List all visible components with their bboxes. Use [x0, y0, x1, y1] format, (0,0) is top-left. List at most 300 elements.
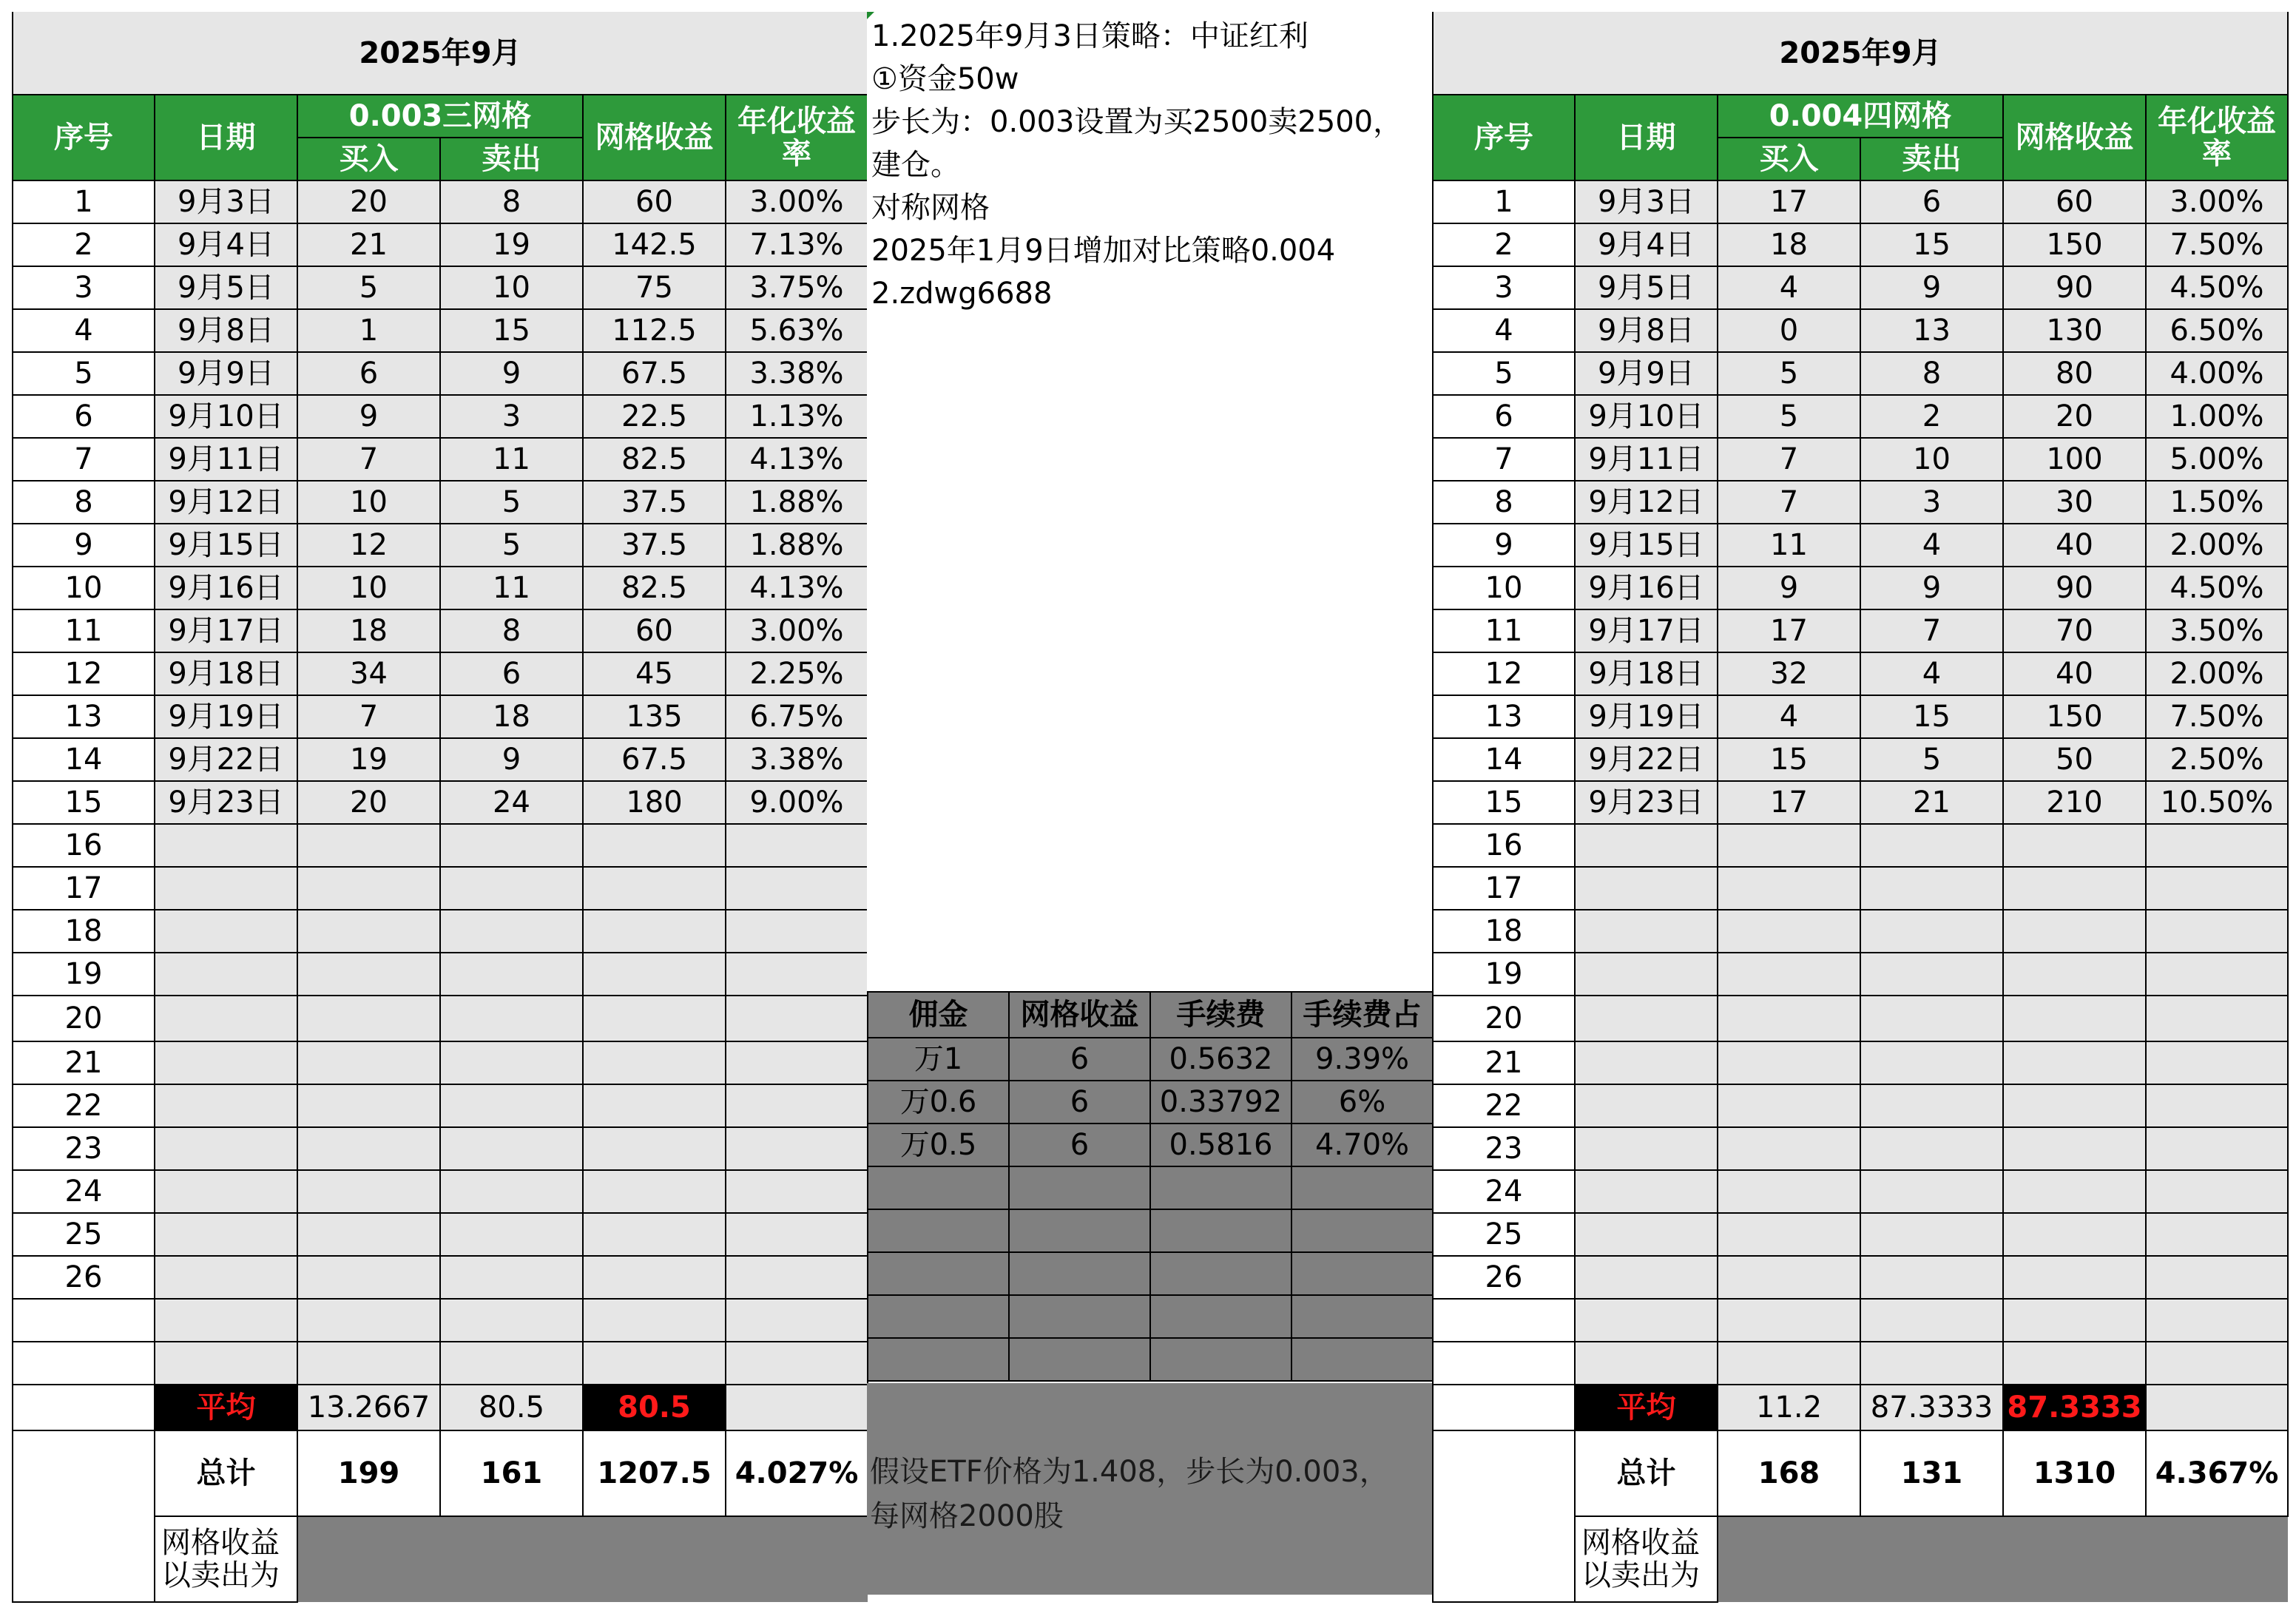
cell-annual[interactable]: 7.50% [2146, 223, 2288, 266]
cell-buy[interactable]: 0 [1718, 309, 1860, 352]
cell-seq[interactable]: 15 [1433, 781, 1575, 824]
cell-profit[interactable]: 60 [583, 609, 726, 652]
cell-annual[interactable] [2146, 953, 2288, 996]
cell-seq[interactable]: 1 [13, 180, 155, 223]
cell-profit[interactable] [583, 1256, 726, 1299]
cell-sell[interactable] [1860, 1256, 2003, 1299]
cell-date[interactable]: 9月23日 [155, 781, 297, 824]
cell-profit[interactable]: 150 [2003, 223, 2146, 266]
cell-profit[interactable]: 210 [2003, 781, 2146, 824]
cell-sell[interactable]: 4 [1860, 524, 2003, 567]
cell-date[interactable]: 9月19日 [1575, 695, 1718, 738]
cell-sell[interactable]: 5 [440, 524, 583, 567]
cell-profit[interactable] [583, 1299, 726, 1342]
total-profit[interactable]: 1310 [2003, 1430, 2146, 1516]
cell-seq[interactable]: 11 [13, 609, 155, 652]
cell-buy[interactable] [297, 953, 440, 996]
cell-buy[interactable]: 12 [297, 524, 440, 567]
cell-annual[interactable] [726, 1127, 868, 1170]
fee-cell[interactable] [868, 1209, 1009, 1252]
cell-seq[interactable]: 16 [1433, 824, 1575, 867]
cell-date[interactable]: 9月16日 [1575, 567, 1718, 609]
cell-buy[interactable]: 5 [297, 266, 440, 309]
cell-sell[interactable]: 15 [1860, 223, 2003, 266]
cell-buy[interactable]: 17 [1718, 180, 1860, 223]
cell-buy[interactable]: 7 [1718, 481, 1860, 524]
cell-annual[interactable]: 1.13% [726, 395, 868, 438]
cell-profit[interactable]: 112.5 [583, 309, 726, 352]
cell-blank[interactable] [1433, 1430, 1575, 1602]
cell-seq[interactable] [1433, 1342, 1575, 1385]
cell-profit[interactable] [2003, 824, 2146, 867]
cell-annual[interactable]: 5.63% [726, 309, 868, 352]
total-buy[interactable]: 199 [297, 1430, 440, 1516]
cell-date[interactable] [155, 1084, 297, 1127]
cell-annual[interactable]: 1.50% [2146, 481, 2288, 524]
cell-profit[interactable] [583, 996, 726, 1041]
cell-sell[interactable] [440, 953, 583, 996]
cell-date[interactable]: 9月12日 [155, 481, 297, 524]
cell-buy[interactable] [1718, 824, 1860, 867]
cell-buy[interactable] [297, 1256, 440, 1299]
cell-annual[interactable] [2146, 824, 2288, 867]
cell-profit[interactable] [583, 1170, 726, 1213]
cell-buy[interactable]: 6 [297, 352, 440, 395]
cell-sell[interactable]: 3 [440, 395, 583, 438]
cell-sell[interactable]: 15 [1860, 695, 2003, 738]
cell-date[interactable]: 9月9日 [1575, 352, 1718, 395]
cell-sell[interactable]: 7 [1860, 609, 2003, 652]
cell-profit[interactable]: 90 [2003, 567, 2146, 609]
cell-profit[interactable]: 80 [2003, 352, 2146, 395]
cell-blank[interactable] [726, 1385, 868, 1430]
cell-seq[interactable]: 14 [1433, 738, 1575, 781]
cell-seq[interactable]: 5 [1433, 352, 1575, 395]
cell-annual[interactable]: 3.75% [726, 266, 868, 309]
fee-cell[interactable]: 6 [1009, 1081, 1150, 1124]
cell-blank[interactable] [13, 1385, 155, 1430]
cell-annual[interactable] [2146, 867, 2288, 910]
fee-cell[interactable] [1292, 1338, 1433, 1381]
cell-blank[interactable] [1433, 1385, 1575, 1430]
cell-date[interactable] [1575, 1256, 1718, 1299]
cell-profit[interactable]: 75 [583, 266, 726, 309]
cell-annual[interactable] [726, 910, 868, 953]
cell-profit[interactable]: 70 [2003, 609, 2146, 652]
cell-sell[interactable]: 5 [1860, 738, 2003, 781]
cell-sell[interactable] [440, 996, 583, 1041]
cell-date[interactable] [1575, 867, 1718, 910]
cell-annual[interactable] [2146, 910, 2288, 953]
cell-date[interactable] [1575, 1213, 1718, 1256]
cell-buy[interactable] [1718, 1170, 1860, 1213]
cell-annual[interactable] [726, 1170, 868, 1213]
cell-profit[interactable] [2003, 953, 2146, 996]
cell-buy[interactable] [1718, 996, 1860, 1041]
cell-profit[interactable] [583, 824, 726, 867]
cell-profit[interactable]: 67.5 [583, 738, 726, 781]
cell-seq[interactable]: 6 [13, 395, 155, 438]
fee-cell[interactable]: 9.39% [1292, 1038, 1433, 1081]
cell-date[interactable] [1575, 1041, 1718, 1084]
cell-buy[interactable] [297, 1299, 440, 1342]
cell-seq[interactable]: 15 [13, 781, 155, 824]
cell-seq[interactable]: 25 [13, 1213, 155, 1256]
cell-buy[interactable]: 9 [1718, 567, 1860, 609]
cell-annual[interactable]: 3.50% [2146, 609, 2288, 652]
cell-seq[interactable]: 11 [1433, 609, 1575, 652]
cell-buy[interactable] [1718, 1213, 1860, 1256]
cell-sell[interactable]: 18 [440, 695, 583, 738]
cell-seq[interactable]: 17 [1433, 867, 1575, 910]
cell-sell[interactable]: 24 [440, 781, 583, 824]
cell-buy[interactable] [1718, 1084, 1860, 1127]
cell-annual[interactable]: 1.88% [726, 481, 868, 524]
cell-seq[interactable]: 8 [1433, 481, 1575, 524]
fee-cell[interactable]: 4.70% [1292, 1124, 1433, 1166]
cell-annual[interactable] [2146, 1127, 2288, 1170]
cell-buy[interactable]: 34 [297, 652, 440, 695]
cell-seq[interactable]: 10 [13, 567, 155, 609]
cell-annual[interactable] [726, 1041, 868, 1084]
cell-profit[interactable]: 20 [2003, 395, 2146, 438]
cell-sell[interactable]: 11 [440, 438, 583, 481]
cell-sell[interactable]: 9 [440, 352, 583, 395]
total-annual[interactable]: 4.367% [2146, 1430, 2288, 1516]
average-buy[interactable]: 11.2 [1718, 1385, 1860, 1430]
cell-profit[interactable]: 37.5 [583, 481, 726, 524]
fee-cell[interactable] [1009, 1209, 1150, 1252]
cell-annual[interactable]: 4.13% [726, 567, 868, 609]
total-buy[interactable]: 168 [1718, 1430, 1860, 1516]
cell-sell[interactable]: 21 [1860, 781, 2003, 824]
cell-annual[interactable] [2146, 1256, 2288, 1299]
cell-annual[interactable]: 2.50% [2146, 738, 2288, 781]
cell-date[interactable] [155, 996, 297, 1041]
cell-seq[interactable]: 24 [1433, 1170, 1575, 1213]
cell-buy[interactable] [1718, 1256, 1860, 1299]
cell-annual[interactable] [2146, 1170, 2288, 1213]
cell-date[interactable]: 9月16日 [155, 567, 297, 609]
cell-profit[interactable] [2003, 996, 2146, 1041]
cell-seq[interactable]: 7 [13, 438, 155, 481]
cell-date[interactable] [1575, 1170, 1718, 1213]
fee-cell[interactable] [1292, 1166, 1433, 1209]
cell-seq[interactable]: 12 [1433, 652, 1575, 695]
cell-buy[interactable] [297, 1127, 440, 1170]
cell-sell[interactable]: 19 [440, 223, 583, 266]
cell-seq[interactable]: 3 [1433, 266, 1575, 309]
cell-buy[interactable]: 10 [297, 567, 440, 609]
cell-annual[interactable]: 1.88% [726, 524, 868, 567]
cell-buy[interactable]: 17 [1718, 609, 1860, 652]
cell-profit[interactable] [583, 953, 726, 996]
cell-date[interactable]: 9月5日 [1575, 266, 1718, 309]
cell-buy[interactable]: 4 [1718, 695, 1860, 738]
cell-sell[interactable] [1860, 910, 2003, 953]
cell-sell[interactable]: 13 [1860, 309, 2003, 352]
cell-sell[interactable]: 6 [1860, 180, 2003, 223]
fee-cell[interactable] [1150, 1209, 1292, 1252]
cell-date[interactable] [155, 1256, 297, 1299]
assumption-panel[interactable] [867, 1383, 1432, 1595]
cell-date[interactable] [1575, 1342, 1718, 1385]
cell-buy[interactable] [1718, 867, 1860, 910]
fee-cell[interactable] [868, 1252, 1009, 1295]
cell-buy[interactable]: 7 [297, 438, 440, 481]
total-sell[interactable]: 161 [440, 1430, 583, 1516]
cell-seq[interactable]: 20 [13, 996, 155, 1041]
cell-date[interactable] [155, 1299, 297, 1342]
cell-profit[interactable]: 130 [2003, 309, 2146, 352]
cell-date[interactable]: 9月4日 [1575, 223, 1718, 266]
cell-buy[interactable]: 21 [297, 223, 440, 266]
cell-profit[interactable] [2003, 1127, 2146, 1170]
fee-cell[interactable]: 6% [1292, 1081, 1433, 1124]
gray-fill-cell[interactable] [297, 1516, 868, 1602]
fee-cell[interactable]: 万1 [868, 1038, 1009, 1081]
cell-annual[interactable]: 4.00% [2146, 352, 2288, 395]
cell-seq[interactable] [13, 1299, 155, 1342]
cell-profit[interactable] [2003, 867, 2146, 910]
fee-cell[interactable] [1150, 1166, 1292, 1209]
cell-annual[interactable]: 3.00% [726, 609, 868, 652]
fee-cell[interactable] [1009, 1338, 1150, 1381]
cell-date[interactable]: 9月18日 [1575, 652, 1718, 695]
cell-annual[interactable] [2146, 1213, 2288, 1256]
cell-seq[interactable]: 7 [1433, 438, 1575, 481]
cell-blank[interactable] [13, 1430, 155, 1602]
fee-cell[interactable] [868, 1166, 1009, 1209]
cell-seq[interactable]: 16 [13, 824, 155, 867]
cell-seq[interactable]: 22 [1433, 1084, 1575, 1127]
fee-cell[interactable] [1292, 1209, 1433, 1252]
cell-buy[interactable]: 7 [1718, 438, 1860, 481]
cell-buy[interactable]: 5 [1718, 352, 1860, 395]
cell-buy[interactable]: 20 [297, 180, 440, 223]
cell-seq[interactable]: 5 [13, 352, 155, 395]
cell-buy[interactable]: 15 [1718, 738, 1860, 781]
cell-annual[interactable]: 3.38% [726, 738, 868, 781]
cell-annual[interactable] [726, 1299, 868, 1342]
cell-profit[interactable]: 180 [583, 781, 726, 824]
cell-sell[interactable]: 15 [440, 309, 583, 352]
cell-blank[interactable] [2146, 1385, 2288, 1430]
cell-sell[interactable]: 6 [440, 652, 583, 695]
fee-cell[interactable]: 0.5816 [1150, 1124, 1292, 1166]
fee-cell[interactable]: 6 [1009, 1038, 1150, 1081]
cell-sell[interactable]: 4 [1860, 652, 2003, 695]
cell-date[interactable]: 9月17日 [1575, 609, 1718, 652]
average-sell[interactable]: 87.3333 [1860, 1385, 2003, 1430]
cell-sell[interactable] [1860, 953, 2003, 996]
cell-seq[interactable]: 13 [13, 695, 155, 738]
cell-seq[interactable] [1433, 1299, 1575, 1342]
cell-sell[interactable] [1860, 1342, 2003, 1385]
average-profit[interactable]: 87.3333 [2003, 1385, 2146, 1430]
cell-date[interactable]: 9月22日 [1575, 738, 1718, 781]
cell-date[interactable]: 9月23日 [1575, 781, 1718, 824]
average-profit[interactable]: 80.5 [583, 1385, 726, 1430]
cell-annual[interactable] [726, 1256, 868, 1299]
cell-profit[interactable] [583, 1041, 726, 1084]
cell-annual[interactable] [726, 867, 868, 910]
cell-annual[interactable]: 4.13% [726, 438, 868, 481]
cell-sell[interactable]: 3 [1860, 481, 2003, 524]
cell-seq[interactable]: 2 [13, 223, 155, 266]
cell-buy[interactable] [1718, 953, 1860, 996]
cell-seq[interactable]: 18 [1433, 910, 1575, 953]
cell-date[interactable] [155, 1041, 297, 1084]
cell-buy[interactable] [297, 1342, 440, 1385]
fee-cell[interactable] [1292, 1252, 1433, 1295]
cell-sell[interactable] [440, 1127, 583, 1170]
cell-profit[interactable]: 50 [2003, 738, 2146, 781]
cell-date[interactable]: 9月19日 [155, 695, 297, 738]
cell-profit[interactable] [583, 910, 726, 953]
cell-profit[interactable]: 22.5 [583, 395, 726, 438]
cell-annual[interactable] [2146, 1342, 2288, 1385]
cell-profit[interactable] [583, 1342, 726, 1385]
cell-annual[interactable] [726, 1084, 868, 1127]
cell-seq[interactable]: 26 [1433, 1256, 1575, 1299]
cell-date[interactable] [1575, 1299, 1718, 1342]
cell-seq[interactable]: 22 [13, 1084, 155, 1127]
cell-buy[interactable]: 11 [1718, 524, 1860, 567]
cell-seq[interactable]: 14 [13, 738, 155, 781]
cell-date[interactable] [155, 953, 297, 996]
cell-seq[interactable]: 21 [1433, 1041, 1575, 1084]
cell-sell[interactable] [440, 867, 583, 910]
fee-cell[interactable] [1150, 1295, 1292, 1338]
cell-sell[interactable] [1860, 1213, 2003, 1256]
cell-profit[interactable]: 37.5 [583, 524, 726, 567]
cell-annual[interactable] [726, 953, 868, 996]
cell-date[interactable]: 9月8日 [1575, 309, 1718, 352]
cell-sell[interactable]: 10 [440, 266, 583, 309]
cell-seq[interactable]: 9 [1433, 524, 1575, 567]
cell-sell[interactable]: 5 [440, 481, 583, 524]
cell-buy[interactable]: 7 [297, 695, 440, 738]
cell-annual[interactable]: 3.00% [2146, 180, 2288, 223]
cell-buy[interactable] [297, 824, 440, 867]
cell-buy[interactable]: 19 [297, 738, 440, 781]
cell-buy[interactable]: 17 [1718, 781, 1860, 824]
fee-cell[interactable] [1009, 1252, 1150, 1295]
cell-sell[interactable] [1860, 1170, 2003, 1213]
cell-sell[interactable] [1860, 1127, 2003, 1170]
cell-seq[interactable]: 25 [1433, 1213, 1575, 1256]
cell-buy[interactable] [1718, 1041, 1860, 1084]
cell-buy[interactable] [297, 1084, 440, 1127]
cell-sell[interactable] [440, 1256, 583, 1299]
cell-sell[interactable]: 2 [1860, 395, 2003, 438]
average-sell[interactable]: 80.5 [440, 1385, 583, 1430]
cell-sell[interactable] [440, 1213, 583, 1256]
cell-date[interactable] [1575, 824, 1718, 867]
cell-sell[interactable]: 8 [1860, 352, 2003, 395]
cell-profit[interactable] [2003, 1213, 2146, 1256]
cell-date[interactable]: 9月17日 [155, 609, 297, 652]
cell-sell[interactable]: 10 [1860, 438, 2003, 481]
cell-sell[interactable] [440, 1170, 583, 1213]
cell-profit[interactable]: 82.5 [583, 567, 726, 609]
fee-cell[interactable] [868, 1338, 1009, 1381]
cell-annual[interactable]: 4.50% [2146, 567, 2288, 609]
cell-sell[interactable]: 9 [440, 738, 583, 781]
cell-buy[interactable]: 10 [297, 481, 440, 524]
fee-cell[interactable] [1292, 1295, 1433, 1338]
cell-annual[interactable]: 6.75% [726, 695, 868, 738]
total-profit[interactable]: 1207.5 [583, 1430, 726, 1516]
average-buy[interactable]: 13.2667 [297, 1385, 440, 1430]
cell-date[interactable] [1575, 953, 1718, 996]
cell-buy[interactable] [297, 1170, 440, 1213]
cell-buy[interactable] [1718, 1127, 1860, 1170]
cell-date[interactable]: 9月12日 [1575, 481, 1718, 524]
cell-date[interactable]: 9月4日 [155, 223, 297, 266]
cell-profit[interactable]: 67.5 [583, 352, 726, 395]
cell-buy[interactable] [1718, 1342, 1860, 1385]
cell-date[interactable]: 9月9日 [155, 352, 297, 395]
cell-buy[interactable] [297, 996, 440, 1041]
cell-date[interactable]: 9月15日 [1575, 524, 1718, 567]
cell-buy[interactable]: 20 [297, 781, 440, 824]
cell-date[interactable]: 9月22日 [155, 738, 297, 781]
fee-cell[interactable]: 6 [1009, 1124, 1150, 1166]
fee-cell[interactable]: 万0.5 [868, 1124, 1009, 1166]
cell-buy[interactable]: 9 [297, 395, 440, 438]
cell-date[interactable] [1575, 1084, 1718, 1127]
cell-sell[interactable] [1860, 996, 2003, 1041]
cell-sell[interactable]: 8 [440, 609, 583, 652]
cell-date[interactable] [155, 910, 297, 953]
fee-cell[interactable] [1009, 1166, 1150, 1209]
cell-buy[interactable]: 32 [1718, 652, 1860, 695]
cell-date[interactable]: 9月10日 [155, 395, 297, 438]
cell-seq[interactable]: 4 [13, 309, 155, 352]
cell-buy[interactable] [1718, 1299, 1860, 1342]
cell-seq[interactable]: 12 [13, 652, 155, 695]
cell-sell[interactable] [440, 1342, 583, 1385]
cell-seq[interactable]: 17 [13, 867, 155, 910]
cell-date[interactable] [1575, 910, 1718, 953]
cell-profit[interactable] [583, 1127, 726, 1170]
cell-sell[interactable] [1860, 824, 2003, 867]
cell-annual[interactable]: 2.25% [726, 652, 868, 695]
cell-date[interactable]: 9月10日 [1575, 395, 1718, 438]
cell-annual[interactable]: 7.13% [726, 223, 868, 266]
cell-profit[interactable] [583, 1084, 726, 1127]
cell-profit[interactable] [583, 1213, 726, 1256]
cell-profit[interactable] [2003, 1299, 2146, 1342]
cell-annual[interactable] [726, 1342, 868, 1385]
cell-date[interactable]: 9月8日 [155, 309, 297, 352]
fee-cell[interactable]: 万0.6 [868, 1081, 1009, 1124]
fee-cell[interactable] [1150, 1252, 1292, 1295]
cell-date[interactable]: 9月3日 [155, 180, 297, 223]
cell-annual[interactable] [726, 996, 868, 1041]
cell-seq[interactable]: 1 [1433, 180, 1575, 223]
cell-sell[interactable] [1860, 867, 2003, 910]
cell-profit[interactable]: 40 [2003, 524, 2146, 567]
cell-date[interactable] [155, 867, 297, 910]
cell-annual[interactable]: 1.00% [2146, 395, 2288, 438]
cell-seq[interactable]: 9 [13, 524, 155, 567]
cell-annual[interactable]: 3.38% [726, 352, 868, 395]
cell-date[interactable]: 9月15日 [155, 524, 297, 567]
gray-fill-cell[interactable] [1718, 1516, 2288, 1602]
